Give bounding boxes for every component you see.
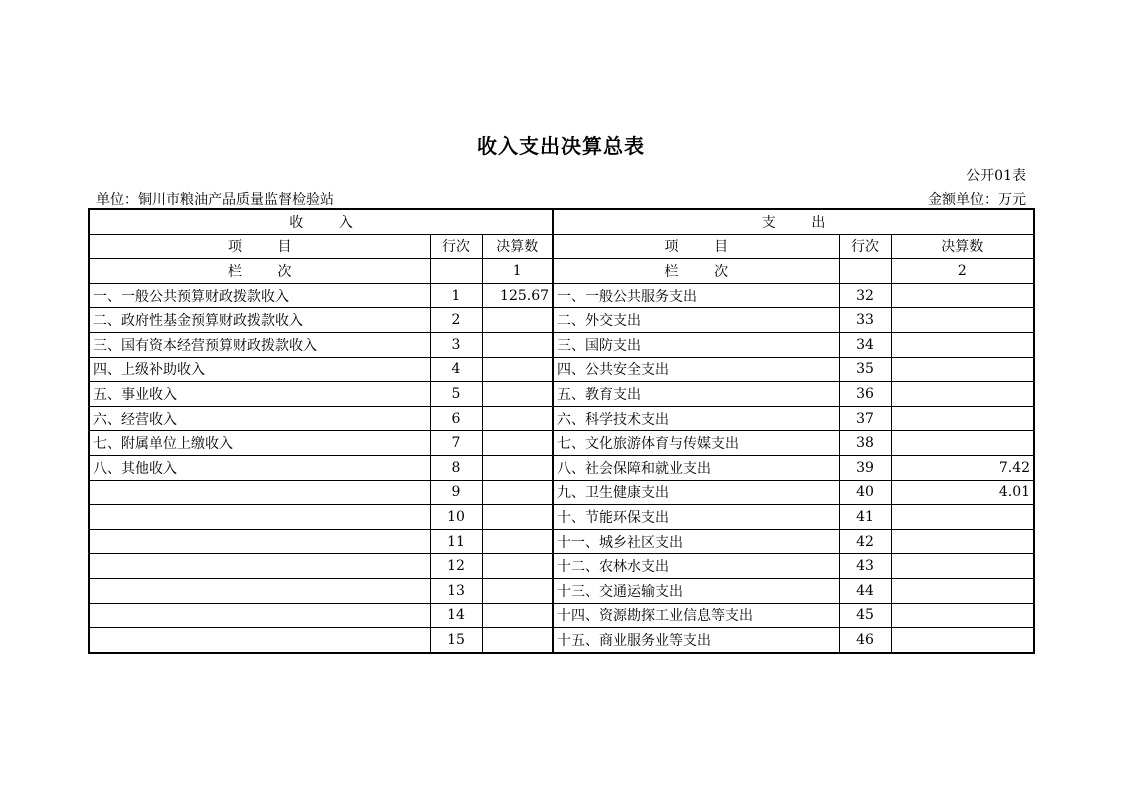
income-row-no-cell: 2: [430, 308, 482, 333]
table-row: [89, 382, 1034, 407]
income-section-header: 收 入: [89, 209, 553, 234]
expense-item-cell: 五、教育支出: [553, 382, 839, 407]
table-row: [89, 603, 1034, 628]
income-amount-cell: [482, 382, 553, 407]
table-row: [89, 455, 1034, 480]
income-row-no-cell: 14: [430, 603, 482, 628]
income-item-cell: [89, 529, 430, 554]
income-amount-cell: [482, 332, 553, 357]
table-row: [89, 332, 1034, 357]
money-unit-label: 金额单位：万元: [928, 192, 1026, 208]
income-amount-cell: [482, 554, 553, 579]
table-row: [89, 480, 1034, 505]
expense-row-no-cell: 45: [839, 603, 891, 628]
expense-item-cell: 九、卫生健康支出: [553, 480, 839, 505]
income-item-cell: [89, 505, 430, 530]
expense-row-no-cell: 34: [839, 332, 891, 357]
table-row: [89, 283, 1034, 308]
expense-amount-cell: [891, 357, 1034, 382]
income-row-no-cell: 4: [430, 357, 482, 382]
income-item-cell: [89, 578, 430, 603]
expense-row-no-cell: 46: [839, 628, 891, 653]
expense-amount-cell: [891, 554, 1034, 579]
section-header-row: [89, 209, 1034, 234]
expense-amount-cell: [891, 406, 1034, 431]
expense-amount-cell: 4.01: [891, 480, 1034, 505]
expense-amount-cell: [891, 603, 1034, 628]
expense-amount-cell: [891, 505, 1034, 530]
expense-column-label: 栏 次: [553, 259, 839, 284]
column-header-row: [89, 234, 1034, 259]
income-row-no-cell: 3: [430, 332, 482, 357]
income-column-label: 栏 次: [89, 259, 430, 284]
table-row: [89, 554, 1034, 579]
expense-row-no-cell: 44: [839, 578, 891, 603]
table-row: [89, 505, 1034, 530]
income-amount-cell: [482, 603, 553, 628]
expense-item-cell: 七、文化旅游体育与传媒支出: [553, 431, 839, 456]
expense-row-no-cell: 43: [839, 554, 891, 579]
income-amount-cell: [482, 406, 553, 431]
income-item-cell: [89, 554, 430, 579]
expense-row-no-cell: 38: [839, 431, 891, 456]
expense-amount-cell: [891, 529, 1034, 554]
expense-item-cell: 三、国防支出: [553, 332, 839, 357]
expense-amount-cell: [891, 308, 1034, 333]
expense-row-no-cell: 36: [839, 382, 891, 407]
income-row-no-cell: 13: [430, 578, 482, 603]
table-row: [89, 628, 1034, 653]
income-amount-cell: [482, 505, 553, 530]
income-row-no-cell: 15: [430, 628, 482, 653]
expense-row-no-cell: 32: [839, 283, 891, 308]
expense-item-cell: 四、公共安全支出: [553, 357, 839, 382]
expense-row-no-cell: 40: [839, 480, 891, 505]
table-row: [89, 406, 1034, 431]
income-amount-cell: 125.67: [482, 283, 553, 308]
income-amount-header: 决算数: [482, 234, 553, 259]
expense-item-cell: 十三、交通运输支出: [553, 578, 839, 603]
expense-row-no-cell: 41: [839, 505, 891, 530]
income-row-no-cell: 1: [430, 283, 482, 308]
income-item-cell: 七、附属单位上缴收入: [89, 431, 430, 456]
expense-item-cell: 十二、农林水支出: [553, 554, 839, 579]
expense-amount-cell: [891, 628, 1034, 653]
income-amount-cell: [482, 529, 553, 554]
expense-item-cell: 十一、城乡社区支出: [553, 529, 839, 554]
income-item-cell: 八、其他收入: [89, 455, 430, 480]
expense-row-no-cell: 33: [839, 308, 891, 333]
expense-column-index: 2: [891, 259, 1034, 284]
income-item-cell: [89, 480, 430, 505]
income-amount-cell: [482, 357, 553, 382]
table-row: [89, 529, 1034, 554]
form-number: 公开01表: [966, 168, 1026, 184]
income-item-cell: [89, 628, 430, 653]
income-item-cell: 二、政府性基金预算财政拨款收入: [89, 308, 430, 333]
expense-item-cell: 十四、资源勘探工业信息等支出: [553, 603, 839, 628]
expense-section-header: 支 出: [553, 209, 1034, 234]
income-amount-cell: [482, 308, 553, 333]
expense-row-no-header: 行次: [839, 234, 891, 259]
income-row-no-cell: 5: [430, 382, 482, 407]
table-row: [89, 357, 1034, 382]
expense-row-no-cell: 37: [839, 406, 891, 431]
income-amount-cell: [482, 480, 553, 505]
unit-label: 单位：铜川市粮油产品质量监督检验站: [96, 192, 334, 208]
expense-item-cell: 八、社会保障和就业支出: [553, 455, 839, 480]
expense-row-no-cell: 39: [839, 455, 891, 480]
income-item-cell: 一、一般公共预算财政拨款收入: [89, 283, 430, 308]
expense-item-cell: 十五、商业服务业等支出: [553, 628, 839, 653]
income-row-no-cell: 10: [430, 505, 482, 530]
income-item-cell: 三、国有资本经营预算财政拨款收入: [89, 332, 430, 357]
expense-item-cell: 一、一般公共服务支出: [553, 283, 839, 308]
expense-row-no-cell: 35: [839, 357, 891, 382]
expense-item-cell: 六、科学技术支出: [553, 406, 839, 431]
income-row-no-cell: 6: [430, 406, 482, 431]
income-column-row-no: [430, 259, 482, 284]
expense-amount-cell: [891, 431, 1034, 456]
income-item-header: 项 目: [89, 234, 430, 259]
expense-amount-cell: [891, 578, 1034, 603]
income-amount-cell: [482, 628, 553, 653]
expense-amount-cell: 7.42: [891, 455, 1034, 480]
budget-table: [88, 208, 1035, 654]
table-row: [89, 578, 1034, 603]
expense-amount-cell: [891, 382, 1034, 407]
table-row: [89, 308, 1034, 333]
income-row-no-cell: 12: [430, 554, 482, 579]
income-item-cell: 四、上级补助收入: [89, 357, 430, 382]
expense-item-cell: 二、外交支出: [553, 308, 839, 333]
income-item-cell: 五、事业收入: [89, 382, 430, 407]
income-row-no-header: 行次: [430, 234, 482, 259]
page-title: 收入支出决算总表: [477, 134, 645, 158]
income-item-cell: 六、经营收入: [89, 406, 430, 431]
table-row: [89, 431, 1034, 456]
income-amount-cell: [482, 578, 553, 603]
income-row-no-cell: 8: [430, 455, 482, 480]
expense-row-no-cell: 42: [839, 529, 891, 554]
expense-amount-cell: [891, 332, 1034, 357]
expense-item-cell: 十、节能环保支出: [553, 505, 839, 530]
income-item-cell: [89, 603, 430, 628]
expense-column-row-no: [839, 259, 891, 284]
income-row-no-cell: 9: [430, 480, 482, 505]
income-amount-cell: [482, 455, 553, 480]
expense-amount-header: 决算数: [891, 234, 1034, 259]
income-column-index: 1: [482, 259, 553, 284]
income-row-no-cell: 7: [430, 431, 482, 456]
column-index-row: [89, 259, 1034, 284]
expense-amount-cell: [891, 283, 1034, 308]
expense-item-header: 项 目: [553, 234, 839, 259]
income-amount-cell: [482, 431, 553, 456]
income-row-no-cell: 11: [430, 529, 482, 554]
